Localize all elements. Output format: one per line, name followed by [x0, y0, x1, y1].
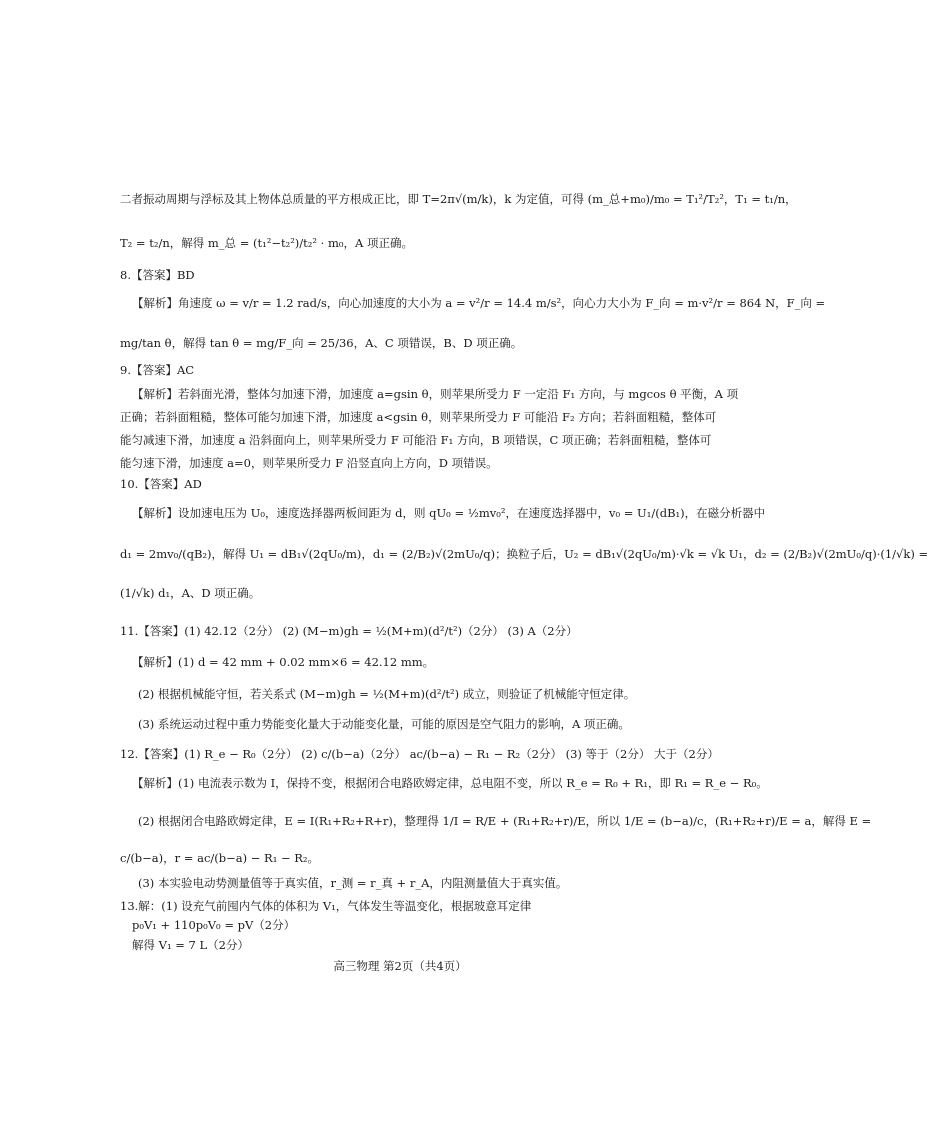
question-11-answer: 11.【答案】(1) 42.12（2分） (2) (M−m)gh = ½(M+m)(d²/t²)（2分） (3) A（2分） [120, 624, 578, 638]
text-line: (2) 根据闭合电路欧姆定律，E = I(R₁+R₂+R+r)，整理得 1/I = R/E + (R₁+R₂+r)/E，所以 1/E = (b−a)/c，(R₁+R₂+r)/E = a，解得 E = [138, 814, 872, 828]
text-line: c/(b−a)，r = ac/(b−a) − R₁ − R₂。 [120, 851, 320, 865]
question-9-answer: 9.【答案】AC [120, 363, 195, 377]
text-line: (2) 根据机械能守恒，若关系式 (M−m)gh = ½(M+m)(d²/t²) 成立，则验证了机械能守恒定律。 [138, 687, 636, 701]
text-line: 【解析】角速度 ω = v/r = 1.2 rad/s，向心加速度的大小为 a = v²/r = 14.4 m/s²，向心力大小为 F_向 = m·v²/r = 864 N，F_向 = [132, 296, 826, 310]
question-10-answer: 10.【答案】AD [120, 477, 202, 491]
text-line: (3) 系统运动过程中重力势能变化量大于动能变化量，可能的原因是空气阻力的影响，A 项正确。 [138, 717, 630, 731]
text-line: 能匀速下滑，加速度 a=0，则苹果所受力 F 沿竖直向上方向，D 项错误。 [120, 456, 498, 470]
text-line: 解得 V₁ = 7 L（2分） [132, 938, 249, 952]
text-line: p₀V₁ + 110p₀V₀ = pV（2分） [132, 918, 296, 932]
text-line: 【解析】(1) d = 42 mm + 0.02 mm×6 = 42.12 mm。 [132, 655, 435, 669]
question-8-answer: 8.【答案】BD [120, 268, 195, 282]
text-line: 【解析】若斜面光滑，整体匀加速下滑，加速度 a=gsin θ，则苹果所受力 F 一定沿 F₁ 方向，与 mgcos θ 平衡，A 项 [132, 387, 739, 401]
text-line: 二者振动周期与浮标及其上物体总质量的平方根成正比，即 T=2π√(m/k)，k 为定值，可得 (m_总+m₀)/m₀ = T₁²/T₂²，T₁ = t₁/n， [120, 192, 797, 206]
text-line: 能匀减速下滑，加速度 a 沿斜面向上，则苹果所受力 F 可能沿 F₁ 方向，B 项错误，C 项正确；若斜面粗糙，整体可 [120, 433, 712, 447]
question-13-answer: 13.解：(1) 设充气前囤内气体的体积为 V₁，气体发生等温变化，根据玻意耳定律 [120, 899, 532, 913]
text-line: (1/√k) d₁，A、D 项正确。 [120, 586, 261, 600]
text-line: d₁ = 2mv₀/(qB₂)，解得 U₁ = dB₁√(2qU₀/m)，d₁ = (2/B₂)√(2mU₀/q)；换粒子后，U₂ = dB₁√(2qU₀/m)·√k = √k U₁，d₂ = (2/B₂)√(2mU₀/q)·(1/√k) = [120, 547, 928, 561]
text-line: 【解析】(1) 电流表示数为 I，保持不变，根据闭合电路欧姆定律，总电阻不变，所以 R_e = R₀ + R₁，即 R₁ = R_e − R₀。 [132, 776, 768, 790]
text-line: 【解析】设加速电压为 U₀，速度选择器两板间距为 d，则 qU₀ = ½mv₀²，在速度选择器中，v₀ = U₁/(dB₁)，在磁分析器中 [132, 506, 766, 520]
text-line: T₂ = t₂/n，解得 m_总 = (t₁²−t₂²)/t₂² · m₀，A 项正确。 [120, 236, 413, 250]
text-line: (3) 本实验电动势测量值等于真实值，r_测 = r_真 + r_A，内阻测量值大于真实值。 [138, 876, 568, 890]
page-footer: 高三物理 第2页（共4页） [333, 959, 467, 973]
text-line: 正确；若斜面粗糙，整体可能匀加速下滑，加速度 a<gsin θ，则苹果所受力 F 可能沿 F₂ 方向；若斜面粗糙，整体可 [120, 410, 717, 424]
text-line: mg/tan θ，解得 tan θ = mg/F_向 = 25/36，A、C 项错误，B、D 项正确。 [120, 336, 523, 350]
question-12-answer: 12.【答案】(1) R_e − R₀（2分） (2) c/(b−a)（2分） ac/(b−a) − R₁ − R₂（2分） (3) 等于（2分） 大于（2分） [120, 747, 719, 761]
